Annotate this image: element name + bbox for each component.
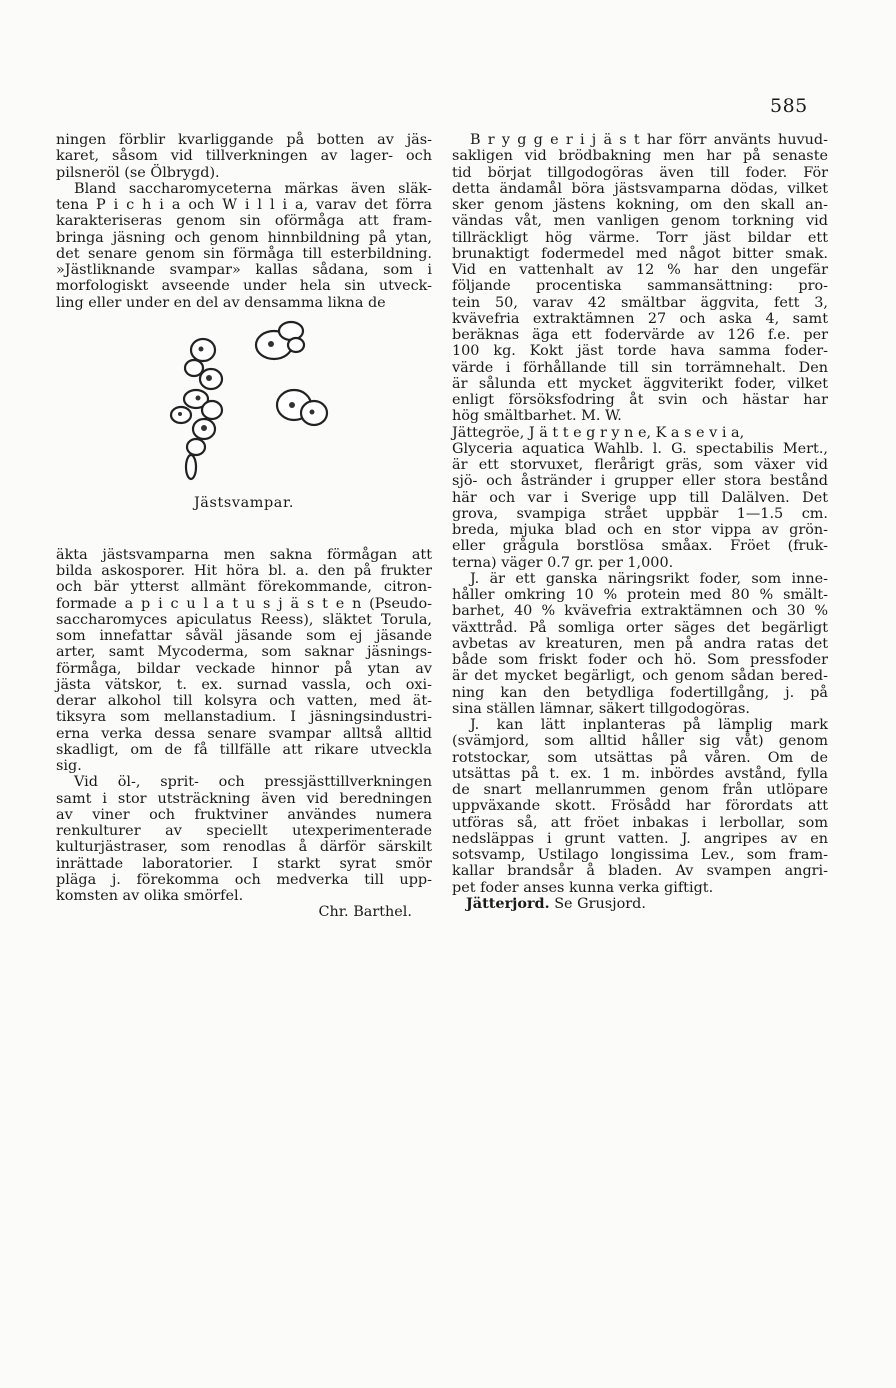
text-line: derar alkohol till kolsyra och vatten, med ät- [56, 693, 432, 709]
entry-text: Se Grusjord. [554, 895, 646, 912]
text-line: sig. [56, 758, 82, 774]
text-line: skadligt, om de få tillfälle att rikare utveckla [56, 741, 432, 758]
text-line: erna verka dessa senare svampar alltså alltid [56, 725, 432, 742]
text-line: arter, samt Mycoderma, som saknar jäsnings- [56, 644, 432, 661]
text-line: hög smältbarhet. M. W. [452, 408, 622, 425]
text-line: komsten av olika smörfel. [56, 888, 244, 904]
text-line: (svämjord, som alltid håller sig våt) genom [452, 733, 828, 750]
right-text [452, 132, 828, 896]
right-column [452, 132, 828, 912]
text-line: B r y g g e r i j ä s t har förr använts huvud- [470, 132, 828, 148]
text-line: bringa jäsning och genom hinnbildning på ytan, [56, 229, 432, 246]
text-line: sina ställen lämnar, säkert tillgodogöras. [452, 700, 750, 717]
text-line: utsättas på t. ex. 1 m. inbördes avstånd, fylla [452, 765, 828, 782]
text-line: växttråd. På somliga orter säges det begärligt [452, 619, 828, 636]
text-line: det senare genom sin förmåga till esterbildning. [56, 245, 432, 262]
text-line: förmåga, bildar veckade hinnor på ytan av [56, 660, 432, 677]
text-line: de snart mellanrummen genom från utlöpare [452, 782, 828, 798]
text-line: Vid en vattenhalt av 12 % har den ungefär [452, 262, 828, 278]
text-line: pet foder anses kunna verka giftigt. [452, 879, 714, 896]
text-line: avbetas av kreaturen, men på andra ratas det [452, 635, 828, 652]
text-line: både som friskt foder och hö. Som pressfoder [452, 652, 828, 668]
text-line: Bland saccharomyceterna märkas även släk- [74, 180, 432, 197]
text-line: 100 kg. Kokt jäst torde hava samma foder- [452, 343, 828, 360]
text-line: eller grågula borstlösa småax. Fröet (fruk- [452, 538, 828, 555]
text-line: renkulturer av speciellt utexperimenterade [56, 823, 432, 839]
text-line: utföras så, att fröet inbakas i lerbollar, som [452, 814, 828, 831]
text-line: breda, mjuka blad och en stor vippa av grön- [452, 522, 828, 538]
text-line: brunaktigt fodermedel med något bitter smak. [452, 245, 828, 262]
text-line: följande procentiska sammansättning: pro- [452, 278, 828, 295]
text-line: inrättade laboratorier. I starkt syrat smör [56, 855, 432, 872]
text-line: nedsläppas i grunt vatten. J. angripes av en [452, 830, 828, 847]
text-line: ling eller under en del av densamma likna de [56, 294, 386, 311]
text-line: är det mycket begärligt, och genom sådan bered- [452, 668, 828, 685]
text-line: detta ändamål böra jästsvamparna dödas, vilket [452, 180, 828, 197]
text-line: är ett storvuxet, flerårigt gräs, som växer vid [452, 457, 828, 473]
text-line: ning kan den betydliga fodertillgång, j. på [452, 684, 828, 701]
text-line: samt i stor utsträckning även vid beredningen [56, 790, 432, 807]
left-text-top [56, 132, 432, 311]
text-line: tena P i c h i a och W i l l i a, varav det förra [56, 197, 432, 213]
text-line: kvävefria extraktämnen 27 och aska 4, samt [452, 310, 828, 327]
text-line: sakligen vid brödbakning men har på senaste [452, 148, 828, 165]
page-number: 585 [770, 95, 808, 117]
text-line: morfologiskt avseende under hela sin utveck- [56, 278, 432, 295]
text-line: vändas våt, men vanligen genom torkning vid [452, 213, 828, 230]
text-line: som innefattar såväl jäsande som ej jäsande [56, 628, 432, 644]
figure-yeast [56, 317, 432, 547]
text-line: äkta jästsvamparna men sakna förmågan att [56, 546, 432, 563]
text-line: Jättegröe, J ä t t e g r y n e, K a s e v i a, [452, 424, 745, 441]
text-line: »Jästliknande svampar» kallas sådana, som i [56, 262, 432, 278]
text-line: grova, svampiga strået uppbär 1—1.5 cm. [452, 505, 828, 522]
text-line: Vid öl-, sprit- och pressjästtillverkningen [74, 774, 432, 791]
text-line: sker genom jästens kokning, om den skall an- [452, 197, 828, 213]
text-line: enligt försöksfodring åt svin och hästar har [452, 392, 828, 408]
text-line: barhet, 40 % kvävefria extraktämnen och 30 % [452, 603, 828, 620]
text-line: håller omkring 10 % protein med 80 % smält- [452, 587, 828, 603]
text-line: är sålunda ett mycket äggviterikt foder, vilket [452, 375, 828, 392]
text-line: kallar brandsår å bladen. Av svampen angri- [452, 863, 828, 880]
text-line: sjö- och åstränder i grupper eller stora bestånd [452, 473, 828, 490]
text-line: jästa vätskor, t. ex. surnad vassla, och oxi- [56, 676, 432, 693]
text-line: saccharomyces apiculatus Reess), släktet Torula, [56, 611, 432, 628]
text-line: uppväxande skott. Frösådd har förordats att [452, 798, 828, 815]
text-line: tein 50, varav 42 smältbar äggvita, fett 3, [452, 294, 828, 311]
yeast-illustration [156, 317, 356, 487]
text-line: sotsvamp, Ustilago longissima Lev., som fram- [452, 847, 828, 863]
text-line: här och var i Sverige upp till Dalälven. Det [452, 489, 828, 506]
text-line: karet, såsom vid tillverkningen av lager- och [56, 148, 432, 165]
text-line: värde i förhållande till sin torrämnehalt. Den [452, 359, 828, 376]
text-line: J. kan lätt inplanteras på lämplig mark [470, 717, 828, 733]
text-line: beräknas äga ett fodervärde av 126 f.e. per [452, 327, 828, 343]
text-line: ningen förblir kvarliggande på botten av jäs- [56, 132, 432, 148]
text-line: terna) väger 0.7 gr. per 1,000. [452, 554, 674, 571]
text-line: karakteriseras genom sin oförmåga att fram- [56, 213, 432, 230]
entry-jatterjord [452, 896, 828, 912]
text-line: formade a p i c u l a t u s j ä s t e n (Pseudo- [56, 595, 432, 612]
text-line: tid börjat tillgodogöras även till foder. För [452, 164, 828, 181]
text-line: av viner och fruktviner användes numera [56, 806, 432, 823]
left-column [56, 132, 432, 921]
text-line: pilsneröl (se Ölbrygd). [56, 164, 220, 181]
text-line: pläga j. förekomma och medverka till upp- [56, 871, 432, 888]
figure-caption: Jästsvampar. [193, 494, 295, 511]
text-line: tillräckligt hög värme. Torr jäst bildar ett [452, 229, 828, 246]
signature: Chr. Barthel. [318, 904, 412, 921]
left-text-bottom [56, 547, 432, 905]
text-line: Glyceria aquatica Wahlb. l. G. spectabilis Mert., [452, 440, 828, 457]
text-line: och bär ytterst allmänt förekommande, citron- [56, 579, 432, 596]
text-line: tiksyra som mellanstadium. I jäsningsindustri- [56, 709, 432, 726]
text-line: kulturjästraser, som renodlas å därför särskilt [56, 839, 432, 856]
text-line: J. är ett ganska näringsrikt foder, som inne- [470, 570, 828, 587]
text-line: bilda askosporer. Hit höra bl. a. den på frukter [56, 563, 432, 579]
text-line: rotstockar, som utsättas på våren. Om de [452, 749, 828, 766]
entry-head: Jätterjord. [466, 894, 550, 912]
